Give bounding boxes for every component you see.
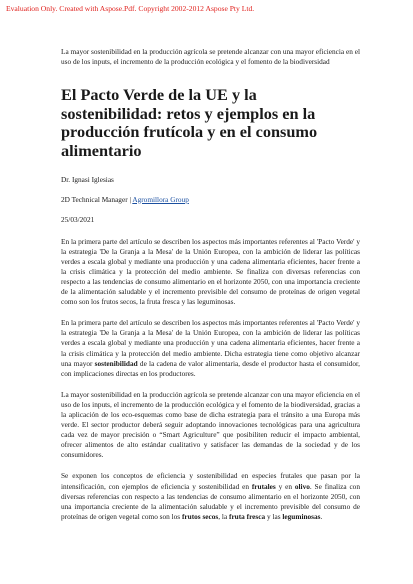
- bold-frutales: frutales: [251, 481, 276, 491]
- paragraph-4-text-b: y en: [275, 481, 295, 491]
- author-name: Dr. Ignasi Iglesias: [61, 174, 114, 184]
- publish-date: 25/03/2021: [61, 214, 95, 224]
- paragraph-3: La mayor sostenibilidad en la producción agrícola se pretende alcanzar con una mayor eficiencia en el uso de los inputs, el incremento de la producción ecológica y el fomento de la biodiversidad, gracias a la aplicación de los eco-esquemas como base de dicha estrategia para el tránsito a una Europa más verde. El sector productor deberá seguir adoptando innovaciones tecnológicas para una agricultura cada vez de mayor precisión o “Smart Agriculture” que posibiliten reducir el impacto ambiental, ofrecer alimentos de alto estándar cualitativo y satisfacer las demandas de la sociedad y de los consumidores.: [61, 389, 360, 460]
- bold-fruta-fresca: fruta fresca: [229, 511, 266, 521]
- paragraph-1: En la primera parte del artículo se describen los aspectos más importantes referentes al 'Pacto Verde' y la estrategia 'De la Granja a la Mesa' de la Unión Europea, con la ambición de liderar las políticas verdes a escala global y mediante una producción y una cadena alimentaria eficientes, hacer frente a la crisis climática y la protección del medio ambiente. Se finaliza con diversas referencias con respecto a las tendencias de consumo alimentario en el horizonte 2050, con una importancia creciente de la alimentación saludable y el incremento previsible del consumo de proteínas de origen vegetal como son los frutos secos, la fruta fresca y las leguminosas.: [61, 236, 360, 307]
- paragraph-4-text-d: , la: [218, 511, 230, 521]
- author-role: [61, 195, 360, 205]
- evaluation-watermark: Evaluation Only. Created with Aspose.Pdf. Copyright 2002-2012 Aspose Pty Ltd.: [6, 4, 255, 13]
- paragraph-2-text-a: En la primera parte del artículo se describen los aspectos más importantes referentes al 'Pacto Verde' y la estrategia 'De la Granja a la Mesa' de la Unión Europea, con la ambición de liderar las políticas verdes a escala global y mediante una producción y una cadena alimentaria eficientes, hacer frente a la crisis climática y la protección del medio ambiente. Dicha estrategia tiene como objetivo alcanzar una mayor: [61, 318, 360, 368]
- bold-frutos-secos: frutos secos: [181, 511, 219, 521]
- bold-olivo: olivo: [294, 481, 310, 491]
- article-body: [61, 47, 360, 522]
- paragraph-4-text-a: Se exponen los conceptos de eficiencia y sostenibilidad en especies frutales que pasan por la intensificación, con ejemplos de eficiencia y sostenibilidad en: [61, 471, 360, 491]
- paragraph-4-text-e: y las: [265, 511, 283, 521]
- author-role-text: 2D Technical Manager |: [61, 194, 133, 204]
- article-title: El Pacto Verde de la UE y la sostenibilidad: retos y ejemplos en la producción frutícola y en el consumo alimentario: [61, 85, 318, 160]
- bold-leguminosas: leguminosas: [282, 511, 321, 521]
- bold-sostenibilidad: sostenibilidad: [94, 358, 138, 368]
- company-link[interactable]: Agromillora Group: [132, 194, 189, 204]
- paragraph-4-text-c: . Se finaliza con diversas referencias con respecto a las tendencias de consumo alimentario en el horizonte 2050, con una importancia creciente de la alimentación saludable y el incremento previsible del consumo de proteínas de origen vegetal como son los: [61, 481, 360, 521]
- paragraph-2: [61, 318, 360, 379]
- paragraph-4-text-f: .: [320, 511, 323, 521]
- paragraph-4: [61, 471, 360, 521]
- paragraph-2-text-b: de la cadena de valor alimentaria, desde el productor hasta el consumidor, con implicaciones directas en los productores.: [61, 358, 361, 378]
- article-lead: La mayor sostenibilidad en la producción agrícola se pretende alcanzar con una mayor eficiencia en el uso de los inputs, el incremento de la producción ecológica y el fomento de la biodiversidad: [61, 47, 360, 67]
